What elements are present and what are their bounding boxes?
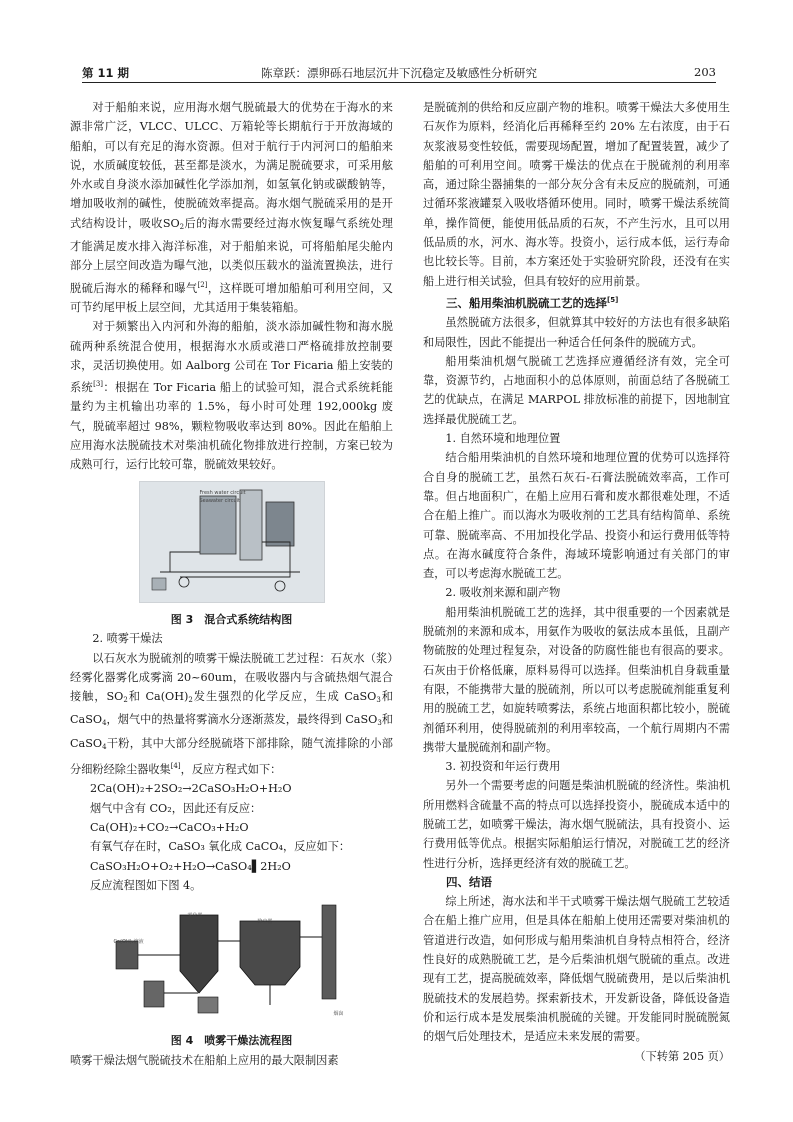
figure-3-caption: 图 3 混合式系统结构图 (170, 612, 293, 626)
paragraph: 另外一个需要考虑的问题是柴油机脱硫的经济性。柴油机所用燃料含硫量不高的特点可以选择投资小，脱硫成本适中的脱硫工艺，如喷雾干燥法，海水烟气脱硫法，具有投资小、运行费用低等优点。根据实际船舶运行情况，对脱硫工艺的经济性进行分析，选择更经济有效的脱硫工艺。 (423, 779, 730, 870)
equation: 2Ca(OH)₂+2SO₂→2CaSO₃H₂O+H₂O (90, 782, 292, 796)
section-heading: 2. 喷雾干燥法 (92, 632, 163, 646)
paragraph: 对于船舶来说，应用海水烟气脱硫最大的优势在于海水的来源非常广泛，VLCC、ULCC、万箱轮等长期航行于开放海域的船舶，可以有充足的海水资源。但对于航行于内河河口的船舶来说，水质碱度较低，甚至都是淡水，为满足脱硫要求，可采用舷外水或自身淡水添加碱性化学添加剂，如氢氧化钠或碳酸钠等，增加吸收剂的碱性，使脱硫效率提高。海水烟气脱硫采用的是开式结构设计，吸收$SO_2$后的海水需要经过海水恢复曝气系统处理才能满足废水排入海洋标准，对于船舶来说，可将船舶尾尖舱内部分上层空间改造为曝气池，以类似压载水的溢流置换法，进行脱硫后海水的稀释和曝气[2]，这样既可增加船舶可利用空间，又可节约尾甲板上层空间，尤其适用于集装箱船。 (70, 101, 393, 314)
paragraph: 船用柴油机烟气脱硫工艺选择应遵循经济有效，完全可靠，资源节约，占地面积小的总体原则，前面总结了各脱硫工艺的优缺点，在满足 MARPOL 排放标准的前提下，因地制宜选择最优脱硫工艺。 (423, 354, 730, 426)
figure-3 (70, 481, 393, 608)
equation-note: 反应流程图如下图 4。 (90, 878, 202, 892)
paragraph: 喷雾干燥法烟气脱硫技术在船舶上应用的最大限制因素 (70, 1053, 339, 1067)
paragraph: 对于频繁出入内河和外海的船舶，淡水添加碱性物和海水脱硫两种系统混合使用，根据海水水质或港口严格硫排放控制要求，灵活切换使用。如 Aalborg 公司在 Tor Ficaria 船上安装的系统[3]：根据在 Tor Ficaria 船上的试验可知，混合式系统耗能量约为主机输出功率的 1.5%，每小时可处理 192,000kg 废气，脱硫率超过 98%，颗粒物吸收率达到 80%。因此在船舶上应用海水法脱硫技术对柴油机硫化物排放进行控制，方案已较为成熟可行，运行比较可靠，脱硫效果较好。 (70, 320, 393, 472)
fig3-label: Seawater circuit (199, 497, 241, 504)
fig4-label: 雾化器 (187, 913, 203, 920)
subsection-heading: 2. 吸收剂来源和副产物 (445, 586, 561, 600)
equation-note: 有氧气存在时，CaSO₃ 氧化成 CaCO₄，反应如下： (90, 840, 351, 854)
equation: CaSO₃H₂O+O₂+H₂O→CaSO₄▌2H₂O (90, 859, 291, 873)
subsection-heading: 3. 初投资和年运行费用 (445, 760, 561, 774)
paragraph: 船用柴油机脱硫工艺的选择，其中很重要的一个因素就是脱硫剂的来源和成本，用氨作为吸收的氨法成本虽低，且副产物硫胺的处理过程复杂，对设备的防腐性能也有很高的要求。石灰由于价格低廉，原料易得可以选择。但柴油机自身载重量有限，不能携带大量的脱硫剂，所以可以考虑脱硫剂能重复利用的脱硫工艺，如旋转喷雾法，系统占地面积都比较小，脱硫剂循环利用，使得脱硫剂的利用率较高，一个航行周期内不需携带大量脱硫剂和副产物。 (423, 605, 730, 754)
fig4-label: 烟囱 (333, 1011, 344, 1018)
figure-3-image (139, 481, 325, 603)
section-heading: 四、结语 (446, 874, 492, 889)
paragraph: 是脱硫剂的供给和反应副产物的堆积。喷雾干燥法大多使用生石灰作为原料，经消化后再稀释至约 20% 左右浓度，由于石灰浆液易变性较低，需要现场配置，增加了配置装置，减少了船舶的可利用空间。喷雾干燥法的优点在于脱硫剂的利用率高，通过除尘器捕集的一部分灰分含有未反应的脱硫剂，可通过循环浆液罐泵入吸收塔循环使用。同时，喷雾干燥法系统简单，操作简便，能使用低品质的石灰，不产生污水，且可以用低品质的水，河水、海水等。投资小，运行成本低，运行寿命也比较长等。目前，本方案还处于实验研究阶段，还没有在实船上进行相关试验，但具有较好的应用前景。 (423, 101, 730, 288)
continued-note: （下转第 205 页） (634, 1049, 730, 1063)
left-column (70, 98, 393, 1070)
fig3-label: Fresh water circuit (199, 489, 246, 496)
subsection-heading: 1. 自然环境和地理位置 (445, 432, 561, 446)
equation: Ca(OH)₂+CO₂→CaCO₃+H₂O (90, 820, 249, 834)
section-heading: 三、船用柴油机脱硫工艺的选择[5] (446, 295, 619, 310)
equation-note: 烟气中含有 CO₂，因此还有反应： (90, 801, 262, 815)
paragraph: 以石灰水为脱硫剂的喷雾干燥法脱硫工艺过程：石灰水（浆）经雾化器雾化成雾滴 20~60um，在吸收器内与含硫热烟气混合接触，$SO_2$和 $Ca(OH)_2$发生强烈的化学反应，生成 CaSO$_3$和 CaSO$_4$，烟气中的热量将雾滴水分逐渐蒸发，最终得到 CaSO$_3$和 CaSO$_4$干粉，其中大部分经脱硫塔下部排除，随气流排除的小部分细粉经除尘器收集[4]，反应方程式如下： (70, 651, 393, 777)
page-number: 203 (694, 65, 716, 79)
fig4-label: Ca(OH)₂溶液 (113, 939, 144, 946)
flow-diagram-icon (110, 901, 354, 1023)
page-header (82, 62, 716, 83)
paragraph: 虽然脱硫方法很多，但就算其中较好的方法也有很多缺陷和局限性，因此不能提出一种适合任何条件的脱硫方式。 (423, 316, 730, 349)
figure-4-image (110, 901, 354, 1023)
paragraph: 综上所述，海水法和半干式喷雾干燥法烟气脱硫工艺较适合在船上推广应用，但是具体在船舶上使用还需要对柴油机的管道进行改造，如何形成与船用柴油机自身特点相符合，经济性良好的成熟脱硫工艺，是今后柴油机烟气脱硫的重点。改进现有工艺，提高脱硫效率，降低烟气脱硫费用，是以后柴油机脱硫技术的发展趋势。探索新技术，开发新设备，降低设备造价和运行成本是发展柴油机脱硫的关键。开发能同时脱硫脱氮的烟气后处理技术，是适应未来发展的需要。 (423, 895, 730, 1044)
running-title: 陈章跃：漂卵砾石地层沉井下沉稳定及敏感性分析研究 (261, 66, 537, 80)
figure-4 (70, 901, 393, 1029)
issue-number: 第 11 期 (82, 66, 130, 80)
right-column (423, 98, 730, 1066)
paragraph: 结合船用柴油机的自然环境和地理位置的优势可以选择符合自身的脱硫工艺，虽然石灰石-石膏法脱硫效率高，工作可靠。但占地面积广，在船上应用石膏和废水都很难处理，不适合在船上推广。而以海水为吸收剂的工艺具有结构简单、系统可靠、脱硫率高、不用加投化学品、投资小和运行费用低等特点。在海水碱度符合条件，海域环境影响通过有关部门的审查，可以考虑海水脱硫工艺。 (423, 451, 730, 581)
figure-4-caption: 图 4 喷雾干燥法流程图 (170, 1034, 293, 1048)
fig4-label: 除尘器 (257, 919, 273, 926)
